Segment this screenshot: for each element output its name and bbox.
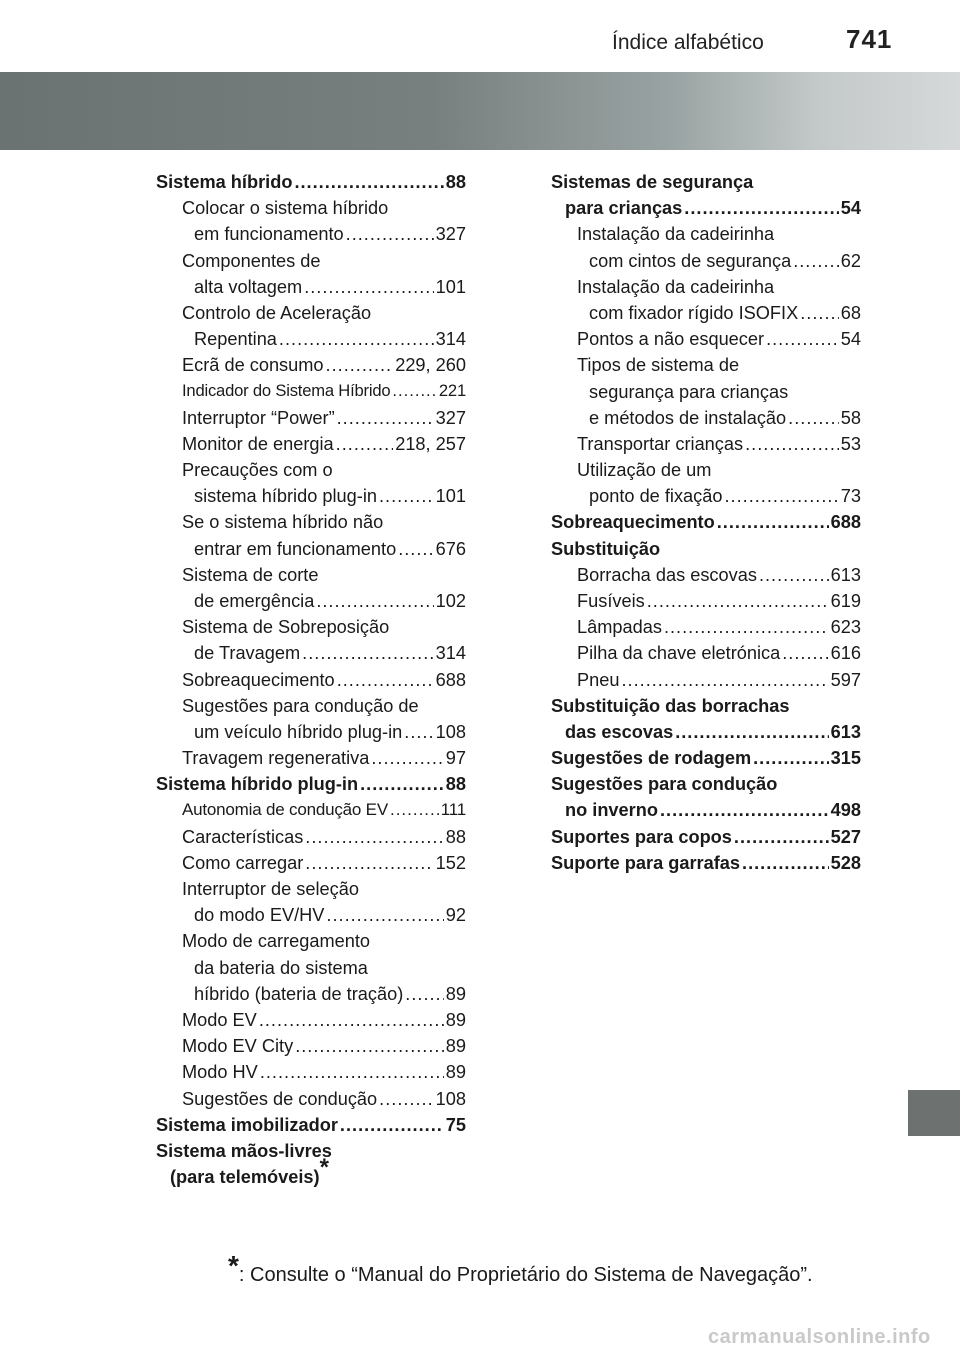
- index-subentry[interactable]: Instalação da cadeirinha: [577, 224, 775, 245]
- index-entry[interactable]: Sistema híbrido plug-in ..... 88: [156, 771, 466, 797]
- index-subentry[interactable]: Monitor de energia ..... 218, 257: [156, 431, 466, 457]
- index-entry[interactable]: Sistema mãos-livres: [156, 1140, 332, 1161]
- index-subentry[interactable]: Pilha da chave eletrónica ..... 616: [551, 640, 861, 666]
- index-subentry[interactable]: Modo EV City ..... 89: [156, 1033, 466, 1059]
- index-subentry[interactable]: Instalação da cadeirinha: [577, 276, 775, 297]
- index-subentry[interactable]: Autonomia de condução EV ..... 111: [156, 798, 466, 824]
- index-entry[interactable]: Substituição das borrachas: [551, 695, 790, 716]
- page-number: 741: [846, 24, 893, 54]
- index-entry[interactable]: Suportes para copos ..... 527: [551, 824, 861, 850]
- index-subentry[interactable]: Sobreaquecimento ..... 688: [156, 667, 466, 693]
- index-subentry[interactable]: Sistema de corte: [182, 564, 319, 585]
- header-banner: [0, 72, 960, 150]
- index-subentry[interactable]: Pontos a não esquecer ..... 54: [551, 326, 861, 352]
- footnote-text: : Consulte o “Manual do Proprietário do Sistema de Navegação”.: [238, 1264, 813, 1286]
- index-subentry-cont[interactable]: Repentina ..... 314: [156, 326, 466, 352]
- index-entry[interactable]: Sugestões para condução: [551, 774, 778, 795]
- index-subentry[interactable]: Componentes de: [182, 250, 321, 271]
- index-subentry[interactable]: Precauções com o: [182, 460, 333, 481]
- index-subentry[interactable]: Tipos de sistema de: [577, 355, 740, 376]
- index-subentry-cont[interactable]: entrar em funcionamento ..... 676: [156, 536, 466, 562]
- index-entry[interactable]: Sugestões de rodagem ..... 315: [551, 745, 861, 771]
- index-subentry[interactable]: Interruptor “Power” ..... 327: [156, 405, 466, 431]
- index-subentry[interactable]: Modo de carregamento: [182, 931, 371, 952]
- index-subentry-cont[interactable]: e métodos de instalação ..... 58: [551, 405, 861, 431]
- footnote: [228, 1250, 813, 1287]
- index-subentry-cont[interactable]: com fixador rígido ISOFIX ..... 68: [551, 300, 861, 326]
- index-subentry[interactable]: Se o sistema híbrido não: [182, 512, 384, 533]
- index-subentry[interactable]: Sistema de Sobreposição: [182, 617, 390, 638]
- index-subentry[interactable]: Ecrã de consumo ..... 229, 260: [156, 352, 466, 378]
- page-header: [0, 0, 960, 64]
- index-subentry-cont[interactable]: ponto de fixação ..... 73: [551, 483, 861, 509]
- index-entry-cont[interactable]: das escovas ..... 613: [551, 719, 861, 745]
- footnote-mark: *: [319, 1154, 329, 1182]
- index-subentry[interactable]: Borracha das escovas ..... 613: [551, 562, 861, 588]
- index-column-left: [156, 169, 466, 1190]
- header-title: Índice alfabético: [612, 31, 764, 54]
- index-entry-cont[interactable]: no inverno ..... 498: [551, 798, 861, 824]
- index-subentry-cont[interactable]: um veículo híbrido plug-in ..... 108: [156, 719, 466, 745]
- index-subentry[interactable]: Fusíveis ..... 619: [551, 588, 861, 614]
- index-subentry[interactable]: Transportar crianças ..... 53: [551, 431, 861, 457]
- index-entry[interactable]: Sobreaquecimento ..... 688: [551, 509, 861, 535]
- index-subentry-cont[interactable]: sistema híbrido plug-in ..... 101: [156, 483, 466, 509]
- index-entry-cont[interactable]: para crianças ..... 54: [551, 195, 861, 221]
- index-entry[interactable]: Substituição: [551, 538, 661, 559]
- footnote-star: *: [228, 1250, 239, 1281]
- index-subentry[interactable]: Travagem regenerativa ..... 97: [156, 745, 466, 771]
- index-subentry-cont[interactable]: de emergência ..... 102: [156, 588, 466, 614]
- index-entry[interactable]: Sistemas de segurança: [551, 172, 754, 192]
- index-subentry[interactable]: Utilização de um: [577, 460, 712, 481]
- index-subentry[interactable]: Modo EV ..... 89: [156, 1007, 466, 1033]
- index-subentry[interactable]: Indicador do Sistema Híbrido ..... 221: [156, 379, 466, 405]
- index-entry[interactable]: Sistema híbrido ..... 88: [156, 169, 466, 195]
- index-subentry[interactable]: Interruptor de seleção: [182, 879, 359, 900]
- watermark: carmanualsonline.info: [708, 1326, 931, 1348]
- index-subentry[interactable]: Como carregar ..... 152: [156, 850, 466, 876]
- index-subentry-cont[interactable]: do modo EV/HV ..... 92: [156, 902, 466, 928]
- index-entry[interactable]: Sistema imobilizador ..... 75: [156, 1112, 466, 1138]
- section-tab: [908, 1090, 960, 1136]
- index-subentry[interactable]: Controlo de Aceleração: [182, 302, 372, 323]
- index-subentry-cont: segurança para crianças: [589, 381, 789, 402]
- index-subentry-cont[interactable]: alta voltagem ..... 101: [156, 274, 466, 300]
- index-subentry[interactable]: Características ..... 88: [156, 824, 466, 850]
- index-subentry[interactable]: Pneu ..... 597: [551, 667, 861, 693]
- index-entry-cont[interactable]: (para telemóveis)*: [170, 1154, 329, 1188]
- index-subentry-cont[interactable]: híbrido (bateria de tração) ..... 89: [156, 981, 466, 1007]
- index-subentry-cont[interactable]: com cintos de segurança ..... 62: [551, 248, 861, 274]
- index-subentry[interactable]: Lâmpadas ..... 623: [551, 614, 861, 640]
- index-entry[interactable]: Suporte para garrafas ..... 528: [551, 850, 861, 876]
- index-subentry-cont: da bateria do sistema: [194, 957, 368, 978]
- index-subentry[interactable]: Modo HV ..... 89: [156, 1059, 466, 1085]
- index-subentry-cont[interactable]: de Travagem ..... 314: [156, 640, 466, 666]
- index-column-right: [551, 169, 861, 876]
- index-subentry[interactable]: Sugestões para condução de: [182, 695, 419, 716]
- index-subentry[interactable]: Sugestões de condução ..... 108: [156, 1086, 466, 1112]
- index-subentry-cont[interactable]: em funcionamento ..... 327: [156, 221, 466, 247]
- index-subentry[interactable]: Colocar o sistema híbrido: [182, 198, 389, 219]
